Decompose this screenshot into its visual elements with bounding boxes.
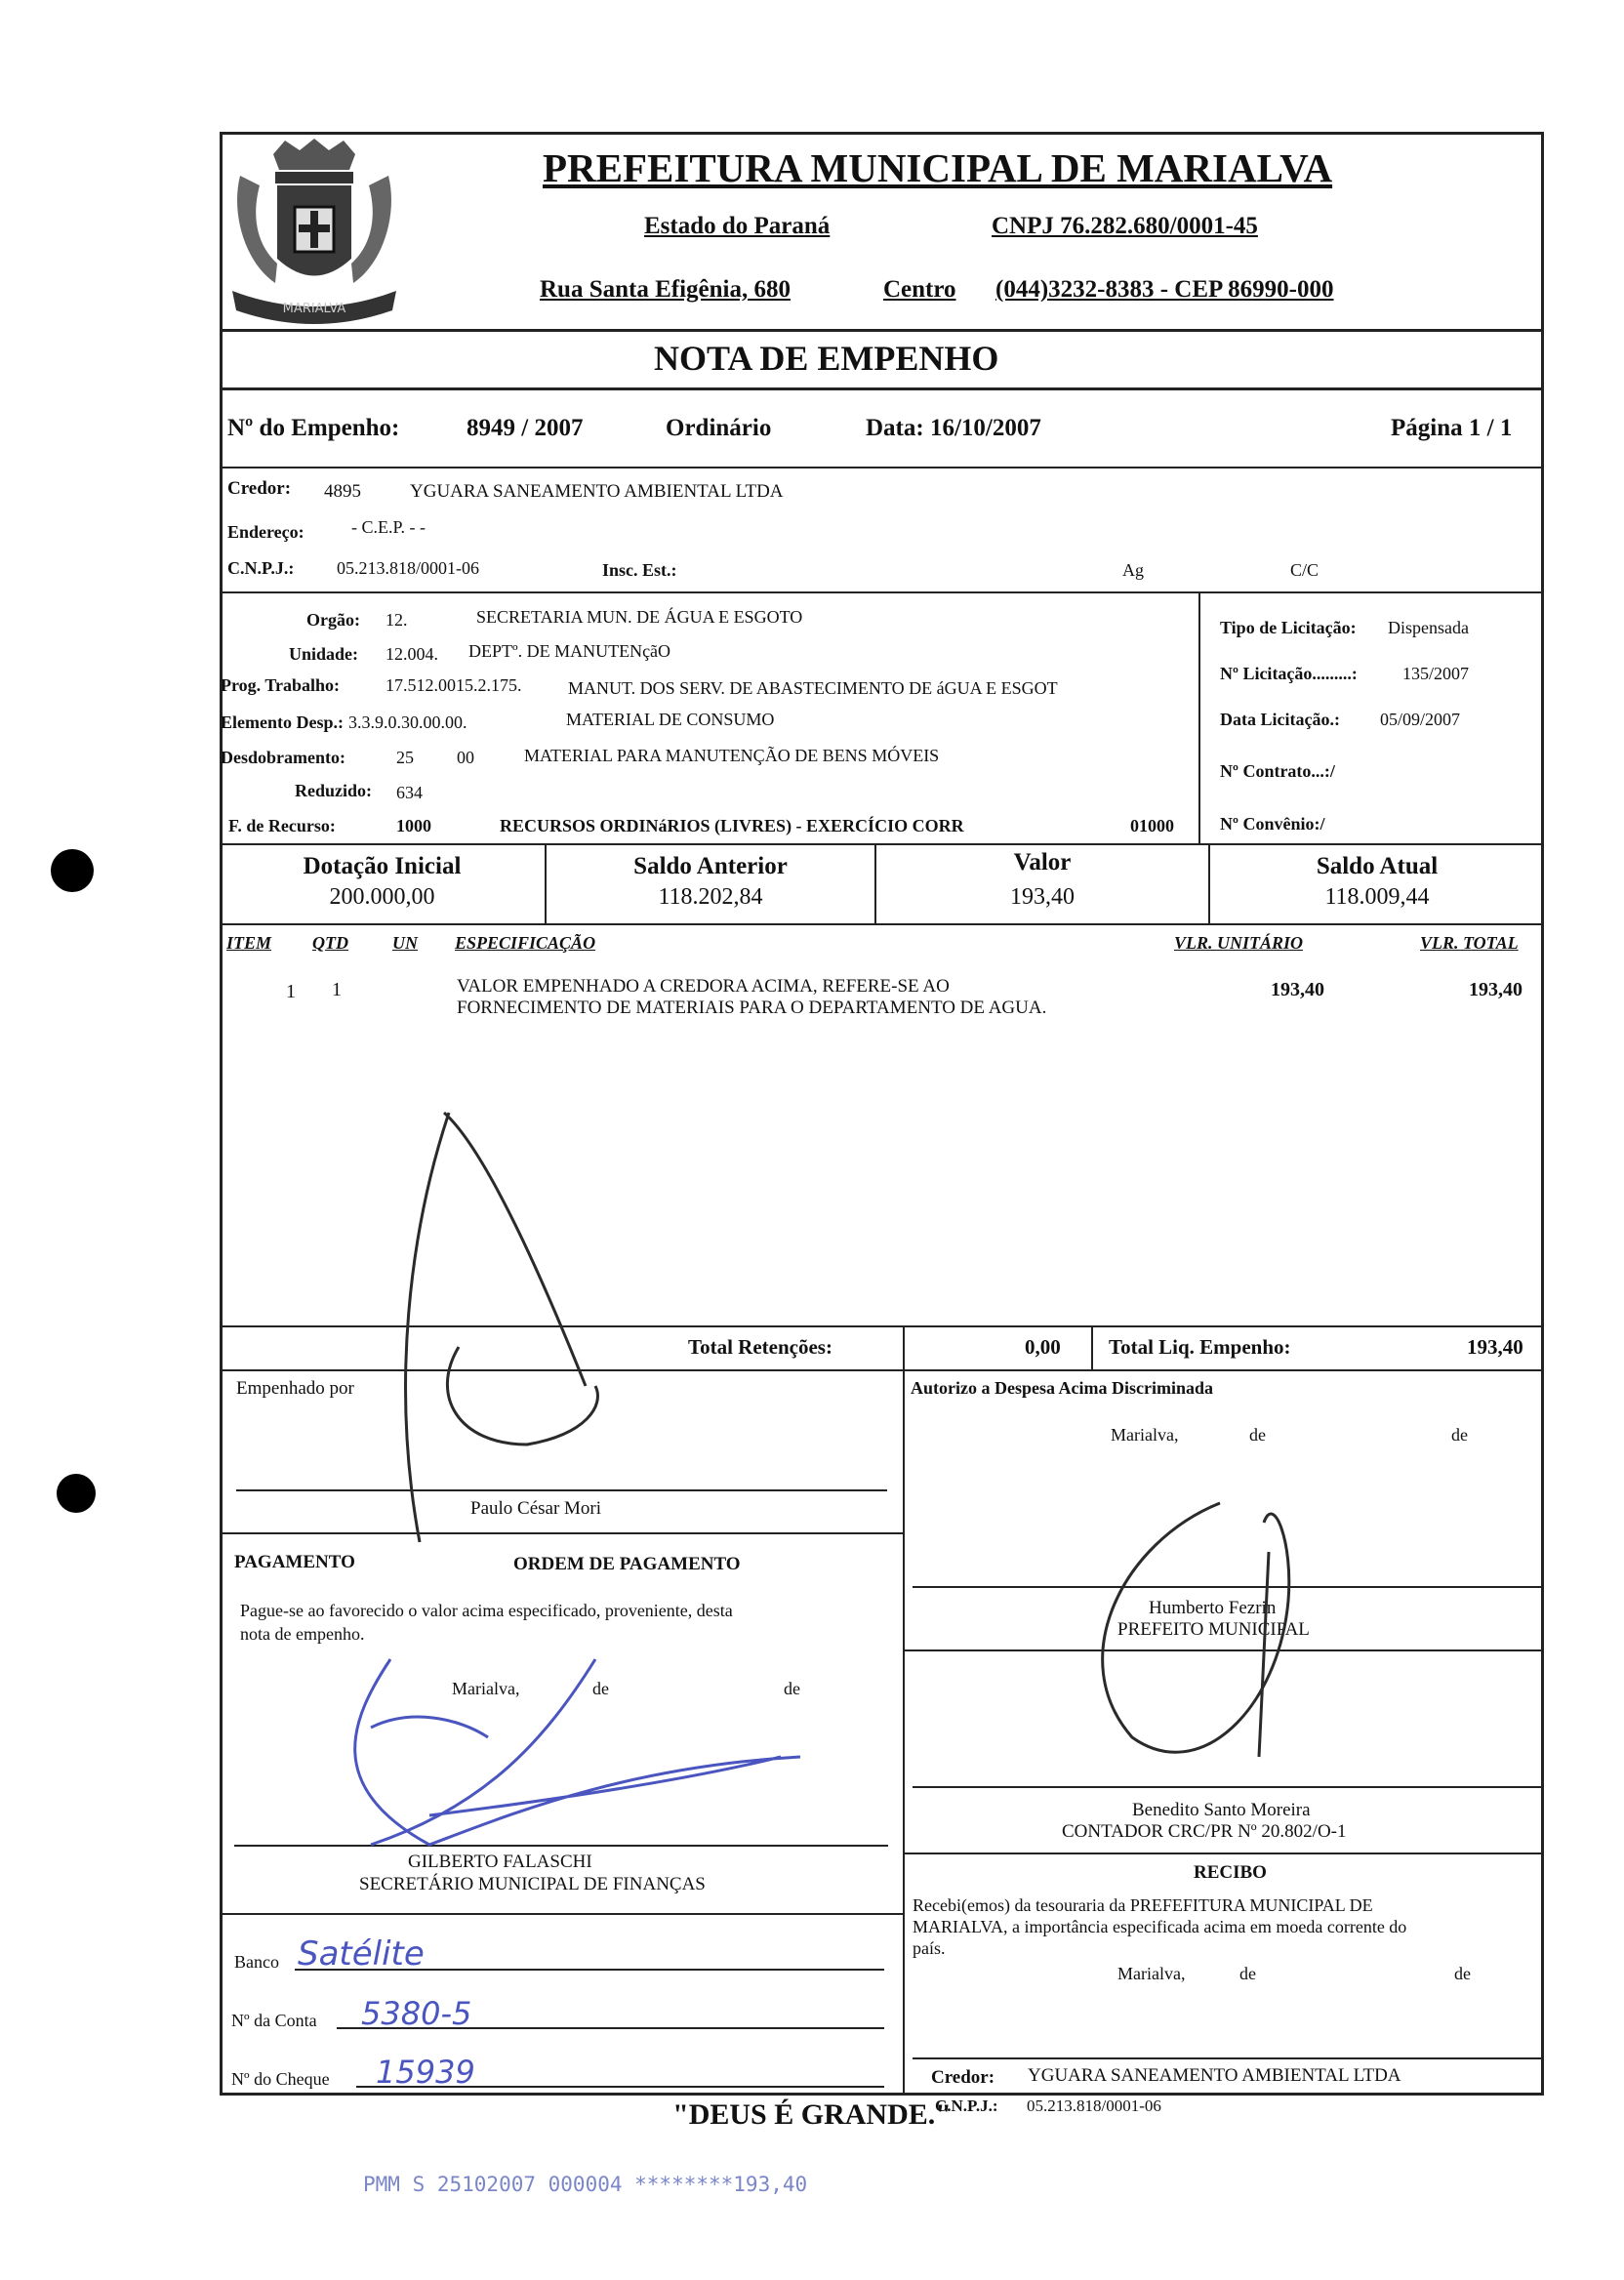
- prog-label: Prog. Trabalho:: [221, 675, 341, 695]
- recibo-credor-label: Credor:: [931, 2067, 995, 2088]
- date-de: de: [1454, 1964, 1471, 1983]
- credor-code: 4895: [324, 481, 361, 502]
- pagamento-label: PAGAMENTO: [234, 1552, 355, 1572]
- page-number: Página 1 / 1: [1391, 415, 1513, 441]
- state-name: Estado do Paraná: [644, 213, 831, 239]
- secretario-name: GILBERTO FALASCHI: [408, 1852, 592, 1872]
- item-unit-value: 193,40: [1271, 979, 1324, 1000]
- col-un: UN: [392, 933, 418, 953]
- prefeito-title: PREFEITO MUNICIPAL: [1117, 1619, 1310, 1640]
- unidade-label: Unidade:: [289, 644, 359, 664]
- svg-text:MARIALVA: MARIALVA: [282, 302, 346, 316]
- empenho-label: Nº do Empenho:: [227, 415, 400, 441]
- cnpj-label: C.N.P.J.:: [227, 558, 295, 578]
- total-retencoes-value: 0,00: [1025, 1335, 1061, 1359]
- contador-name: Benedito Santo Moreira: [1132, 1800, 1311, 1820]
- banco-value: Satélite: [298, 1934, 425, 1974]
- recibo-credor-name: YGUARA SANEAMENTO AMBIENTAL LTDA: [1028, 2065, 1401, 2086]
- total-retencoes-label: Total Retenções:: [688, 1335, 832, 1359]
- district: Centro: [883, 276, 956, 303]
- num-licitacao: 135/2007: [1402, 664, 1470, 683]
- recibo-text-line1: Recebi(emos) da tesouraria da PREFEFITURA MUNICIPAL DE: [913, 1895, 1373, 1915]
- cheque-value: 15939: [376, 2054, 475, 2091]
- tipo-licitacao: Dispensada: [1388, 618, 1469, 637]
- col-qtd: QTD: [312, 933, 348, 953]
- data-licitacao-label: Data Licitação.:: [1220, 710, 1340, 729]
- empenhado-por-name: Paulo César Mori: [470, 1498, 602, 1519]
- recibo-text-line2: MARIALVA, a importância especificada acima em moeda corrente do: [913, 1917, 1407, 1936]
- item-total-value: 193,40: [1469, 979, 1522, 1000]
- empenho-type: Ordinário: [666, 415, 772, 441]
- empenhado-por-label: Empenhado por: [236, 1378, 354, 1399]
- item-number: 1: [286, 981, 296, 1002]
- item-desc-line1: VALOR EMPENHADO A CREDORA ACIMA, REFERE-SE AO: [457, 976, 950, 997]
- contador-title: CONTADOR CRC/PR Nº 20.802/O-1: [1062, 1821, 1347, 1842]
- cnpj-header: CNPJ 76.282.680/0001-45: [992, 213, 1258, 239]
- ordem-pagamento-label: ORDEM DE PAGAMENTO: [513, 1554, 741, 1574]
- ag-label: Ag: [1122, 560, 1144, 580]
- col-vlr-unitario: VLR. UNITÁRIO: [1174, 933, 1304, 953]
- credor-name: YGUARA SANEAMENTO AMBIENTAL LTDA: [410, 481, 784, 502]
- saldo-atual-label: Saldo Atual: [1316, 853, 1439, 879]
- unidade-desc: DEPTº. DE MANUTENçãO: [468, 641, 671, 661]
- date-de: de: [1239, 1964, 1256, 1983]
- desdobramento-a: 25: [396, 748, 414, 767]
- valor-value: 193,40: [1010, 884, 1075, 910]
- desdobramento-label: Desdobramento:: [221, 748, 345, 767]
- insc-est-label: Insc. Est.:: [602, 560, 677, 580]
- phone-cep: (044)3232-8383 - CEP 86990-000: [995, 276, 1334, 303]
- prefeito-name: Humberto Fezrin: [1149, 1598, 1277, 1618]
- col-vlr-total: VLR. TOTAL: [1420, 933, 1519, 953]
- recibo-text-line3: país.: [913, 1938, 946, 1958]
- footer-motto: "DEUS É GRANDE.": [672, 2098, 952, 2131]
- date-de: de: [1451, 1425, 1468, 1445]
- num-licitacao-label: Nº Licitação.........:: [1220, 664, 1358, 683]
- dotacao-value: 200.000,00: [329, 884, 435, 910]
- endereco-label: Endereço:: [227, 522, 304, 542]
- orgao-code: 12.: [386, 610, 408, 630]
- item-qtd: 1: [332, 979, 342, 1000]
- empenho-number: 8949 / 2007: [467, 415, 584, 441]
- prog-code: 17.512.0015.2.175.: [386, 675, 522, 695]
- orgao-label: Orgão:: [306, 610, 360, 630]
- col-item: ITEM: [226, 933, 272, 953]
- desdobramento-b: 00: [457, 748, 474, 767]
- endereco-value: - C.E.P. - -: [351, 517, 426, 537]
- banco-label: Banco: [234, 1952, 279, 1972]
- cc-label: C/C: [1290, 560, 1320, 580]
- secretario-title: SECRETÁRIO MUNICIPAL DE FINANÇAS: [359, 1874, 706, 1894]
- local-marialva: Marialva,: [1111, 1425, 1179, 1445]
- pague-se-line2: nota de empenho.: [240, 1624, 365, 1644]
- reduzido-label: Reduzido:: [295, 781, 373, 800]
- recibo-cnpj-label: C.N.P.J.:: [935, 2097, 998, 2115]
- recurso-code: 1000: [396, 816, 431, 835]
- saldo-atual-value: 118.009,44: [1324, 884, 1430, 910]
- contrato: Nº Contrato...:/: [1220, 761, 1335, 781]
- saldo-anterior-label: Saldo Anterior: [633, 853, 788, 879]
- stamp-text: PMM S 25102007 000004 ********193,40: [363, 2173, 808, 2196]
- document-title: NOTA DE EMPENHO: [654, 339, 999, 378]
- elemento-code: 3.3.9.0.30.00.00.: [348, 712, 467, 732]
- recibo-cnpj: 05.213.818/0001-06: [1027, 2097, 1161, 2115]
- credor-label: Credor:: [227, 478, 292, 499]
- desdobramento-desc: MATERIAL PARA MANUTENÇÃO DE BENS MÓVEIS: [524, 746, 940, 765]
- total-liquido-label: Total Liq. Empenho:: [1109, 1335, 1291, 1359]
- reduzido-value: 634: [396, 783, 423, 802]
- credor-cnpj: 05.213.818/0001-06: [337, 558, 479, 578]
- col-especificacao: ESPECIFICAÇÃO: [455, 933, 596, 953]
- empenho-date: Data: 16/10/2007: [866, 415, 1041, 441]
- data-licitacao: 05/09/2007: [1380, 710, 1461, 729]
- pague-se-line1: Pague-se ao favorecido o valor acima especificado, proveniente, desta: [240, 1601, 733, 1620]
- conta-label: Nº da Conta: [231, 2011, 317, 2030]
- prog-desc: MANUT. DOS SERV. DE ABASTECIMENTO DE áGUA E ESGOT: [568, 678, 1058, 698]
- total-liquido-value: 193,40: [1467, 1335, 1523, 1359]
- elemento-label: Elemento Desp.:: [221, 712, 344, 732]
- cheque-label: Nº do Cheque: [231, 2069, 330, 2089]
- unidade-code: 12.004.: [386, 644, 438, 664]
- recibo-title: RECIBO: [1194, 1862, 1267, 1883]
- recurso-desc: RECURSOS ORDINáRIOS (LIVRES) - EXERCÍCIO CORR: [500, 816, 964, 835]
- page-title: PREFEITURA MUNICIPAL DE MARIALVA: [543, 145, 1333, 190]
- convenio: Nº Convênio:/: [1220, 814, 1325, 834]
- elemento-desc: MATERIAL DE CONSUMO: [566, 710, 775, 729]
- local-marialva: Marialva,: [452, 1679, 520, 1698]
- date-de: de: [592, 1679, 609, 1698]
- autorizo-label: Autorizo a Despesa Acima Discriminada: [911, 1378, 1213, 1398]
- address: Rua Santa Efigênia, 680: [540, 276, 791, 303]
- item-desc-line2: FORNECIMENTO DE MATERIAIS PARA O DEPARTAMENTO DE AGUA.: [457, 998, 1047, 1018]
- recurso-number: 01000: [1130, 816, 1174, 835]
- conta-value: 5380-5: [361, 1995, 472, 2032]
- tipo-licitacao-label: Tipo de Licitação:: [1220, 618, 1357, 637]
- date-de: de: [1249, 1425, 1266, 1445]
- dotacao-label: Dotação Inicial: [303, 853, 462, 879]
- recurso-label: F. de Recurso:: [228, 816, 336, 835]
- valor-label: Valor: [1013, 849, 1072, 875]
- orgao-desc: SECRETARIA MUN. DE ÁGUA E ESGOTO: [476, 607, 803, 627]
- saldo-anterior-value: 118.202,84: [658, 884, 763, 910]
- local-marialva: Marialva,: [1117, 1964, 1186, 1983]
- date-de: de: [784, 1679, 800, 1698]
